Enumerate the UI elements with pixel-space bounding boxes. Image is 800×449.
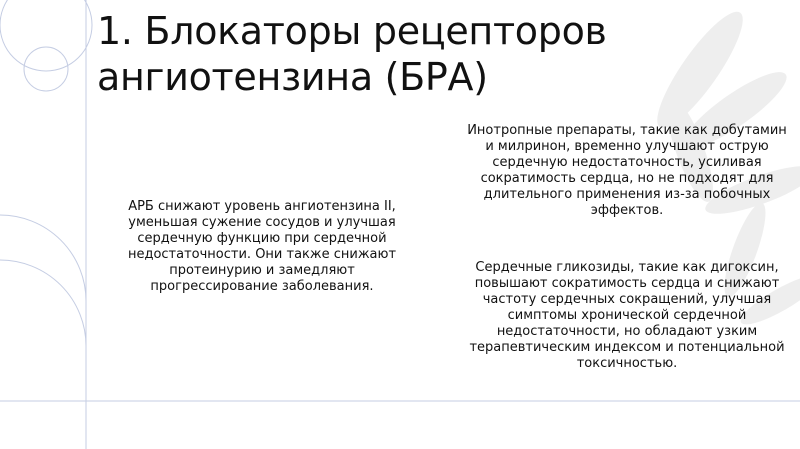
right-paragraph-glycosides: Сердечные гликозиды, такие как дигоксин, повышают сократимость сердца и снижают частоту сердечных сокращений, улучшая симптомы хронической сердечной недостаточности, но обладают узким терапевтическим индексом и потенциальной токсичностью.: [469, 260, 785, 371]
right-paragraph-inotropes: Инотропные препараты, такие как добутамин и милринон, временно улучшают острую сердечную недостаточность, усиливая сократимость сердца, но не подходят для длительного применения из-за побочных эффектов.: [467, 123, 787, 218]
left-paragraph: АРБ снижают уровень ангиотензина II, уменьшая сужение сосудов и улучшая сердечную функцию при сердечной недостаточности. Они также снижают протеинурию и замедляют прогрессирование заболевания.: [127, 199, 397, 294]
slide-title: 1. Блокаторы рецепторов ангиотензина (БРА): [97, 9, 607, 99]
left-ornament: [0, 0, 92, 346]
